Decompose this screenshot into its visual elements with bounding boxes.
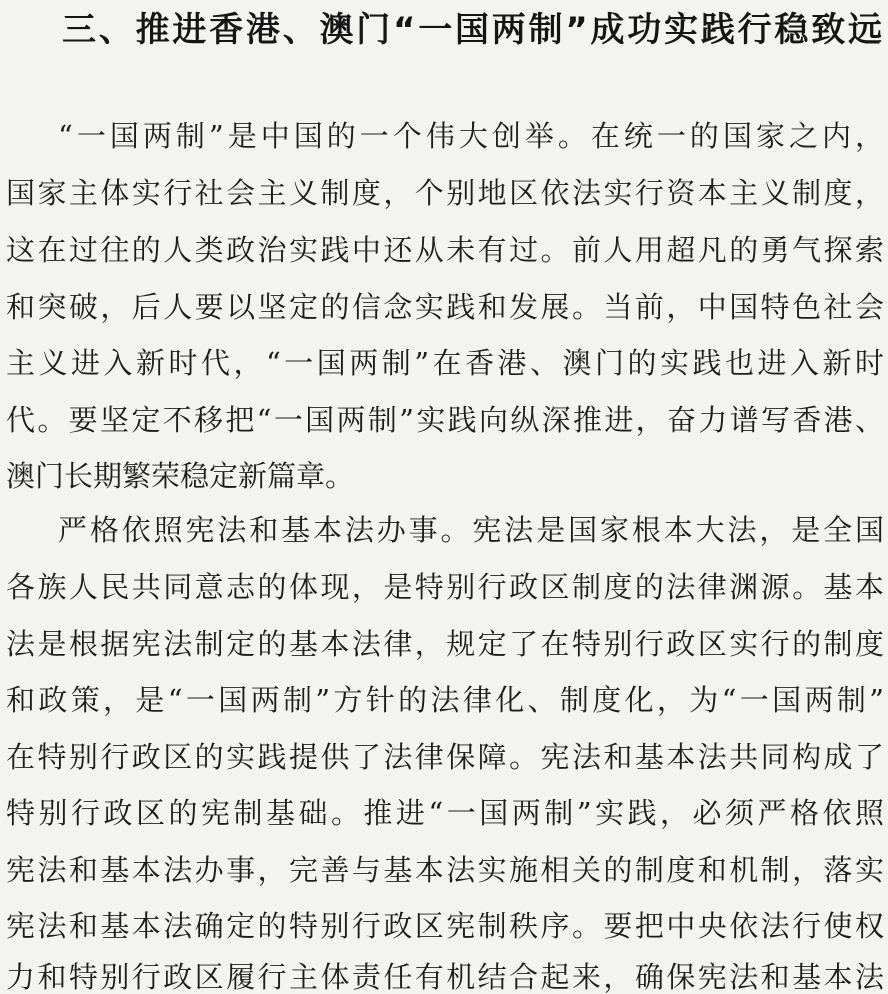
paragraph-line: 澳门长期繁荣稳定新篇章。 — [6, 460, 355, 492]
paragraph-line: “一国两制”是中国的一个伟大创举。在统一的国家之内， — [58, 120, 884, 152]
paragraph-line: 在特别行政区的实践提供了法律保障。宪法和基本法共同构成了 — [6, 741, 884, 773]
paragraph-line: 宪法和基本法确定的特别行政区宪制秩序。要把中央依法行使权 — [6, 910, 884, 942]
section-heading: 三、推进香港、澳门“一国两制”成功实践行稳致远 — [62, 10, 882, 50]
paragraph-line: 特别行政区的宪制基础。推进“一国两制”实践，必须严格依照 — [6, 797, 884, 829]
paragraph-line: 代。要坚定不移把“一国两制”实践向纵深推进，奋力谱写香港、 — [6, 404, 884, 436]
paragraph-line: 国家主体实行社会主义制度，个别地区依法实行资本主义制度， — [6, 177, 884, 209]
paragraph-line: 这在过往的人类政治实践中还从未有过。前人用超凡的勇气探索 — [6, 234, 884, 266]
paragraph-line: 法是根据宪法制定的基本法律，规定了在特别行政区实行的制度 — [6, 628, 884, 660]
paragraph-line: 和突破，后人要以坚定的信念实践和发展。当前，中国特色社会 — [6, 291, 884, 323]
paragraph-line: 力和特别行政区履行主体责任有机结合起来，确保宪法和基本法 — [6, 961, 884, 993]
paragraph-line: 主义进入新时代，“一国两制”在香港、澳门的实践也进入新时 — [6, 347, 884, 379]
paragraph-line: 严格依照宪法和基本法办事。宪法是国家根本大法，是全国 — [58, 514, 884, 546]
paragraph-line: 宪法和基本法办事，完善与基本法实施相关的制度和机制，落实 — [6, 854, 884, 886]
paragraph-line: 各族人民共同意志的体现，是特别行政区制度的法律渊源。基本 — [6, 571, 884, 603]
paragraph-line: 和政策，是“一国两制”方针的法律化、制度化，为“一国两制” — [6, 684, 884, 716]
